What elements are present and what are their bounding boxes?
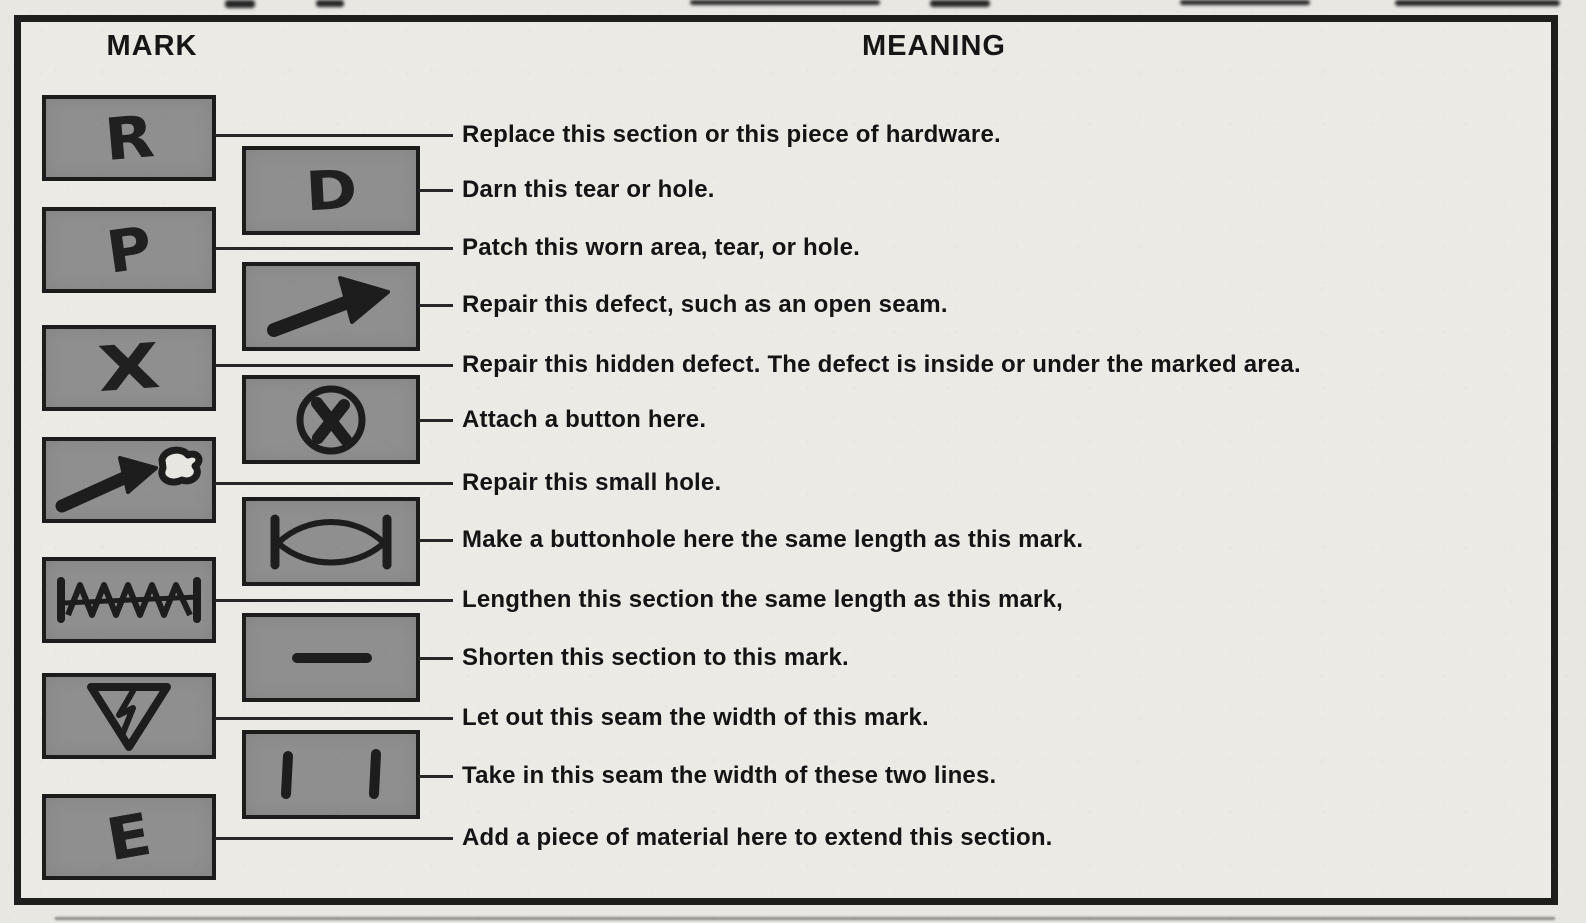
scan-smudge: [1180, 0, 1310, 5]
connector-line: [418, 775, 453, 778]
mark-box-extend: [42, 794, 216, 880]
scan-streak: [55, 917, 1555, 920]
buttonhole-icon: [259, 507, 403, 577]
letter-r-mark: R: [101, 101, 157, 175]
meaning-text: Replace this section or this piece of hardware.: [462, 121, 1001, 148]
letter-x-mark: X: [95, 328, 163, 407]
connector-line: [418, 539, 453, 542]
connector-line: [215, 134, 453, 137]
meaning-text: Repair this hidden defect. The defect is inside or under the marked area.: [462, 351, 1301, 378]
meaning-text: Attach a button here.: [462, 406, 707, 433]
mark-box-attach-button: [242, 375, 420, 464]
two-vertical-lines-icon: [256, 738, 406, 812]
letter-d-mark: D: [303, 157, 359, 223]
letter-e-mark: E: [101, 799, 157, 875]
meaning-text: Patch this worn area, tear, or hole.: [462, 234, 860, 261]
meaning-text: Repair this small hole.: [462, 469, 722, 496]
mark-box-darn: [242, 146, 420, 235]
mark-box-shorten: [242, 613, 420, 702]
scan-smudge: [1395, 0, 1560, 6]
connector-line: [215, 482, 453, 485]
horizontal-line-icon: [259, 628, 403, 688]
connector-line: [418, 189, 453, 192]
connector-line: [215, 837, 453, 840]
arrow-to-hole-icon: [50, 442, 208, 518]
meaning-text: Darn this tear or hole.: [462, 176, 715, 203]
mark-box-replace: [42, 95, 216, 181]
mark-box-patch: [42, 207, 216, 293]
scan-smudge: [316, 0, 344, 7]
mark-box-lengthen: [42, 557, 216, 643]
connector-line: [215, 247, 453, 250]
mark-box-open-seam: [242, 262, 420, 351]
mark-box-let-out: [42, 673, 216, 759]
meaning-text: Take in this seam the width of these two lines.: [462, 762, 997, 789]
column-header-meaning: MEANING: [862, 30, 1006, 62]
connector-line: [215, 599, 453, 602]
meaning-text: Add a piece of material here to extend this section.: [462, 824, 1053, 851]
meaning-text: Repair this defect, such as an open seam.: [462, 291, 948, 318]
meaning-text: Make a buttonhole here the same length as this mark.: [462, 526, 1084, 553]
connector-line: [215, 364, 453, 367]
connector-line: [418, 419, 453, 422]
letter-p-mark: P: [102, 213, 156, 287]
scan-smudge: [690, 0, 880, 5]
mark-box-take-in: [242, 730, 420, 819]
connector-line: [215, 717, 453, 720]
meaning-text: Shorten this section to this mark.: [462, 644, 849, 671]
meaning-text: Lengthen this section the same length as this mark,: [462, 586, 1064, 613]
connector-line: [418, 304, 453, 307]
circled-x-icon: [289, 380, 373, 460]
column-header-mark: MARK: [106, 30, 198, 62]
zigzag-between-bars-icon: [54, 571, 204, 629]
meaning-text: Let out this seam the width of this mark.: [462, 704, 929, 731]
arrow-icon: [256, 270, 406, 344]
scan-smudge: [225, 0, 255, 8]
mark-box-small-hole: [42, 437, 216, 523]
mark-box-buttonhole: [242, 497, 420, 586]
mark-box-hidden-defect: [42, 325, 216, 411]
connector-line: [418, 657, 453, 660]
triangle-lightning-icon: [81, 677, 177, 755]
scan-smudge: [930, 0, 990, 7]
